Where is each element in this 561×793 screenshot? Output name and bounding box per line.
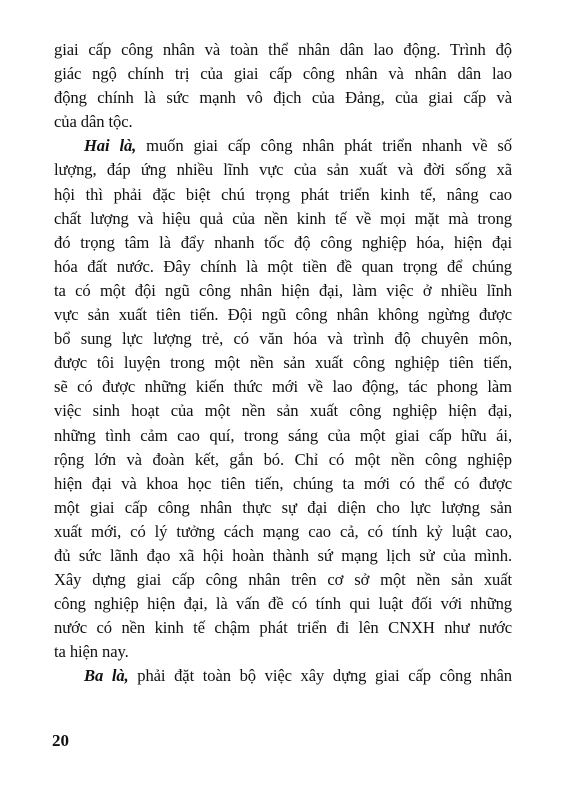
text-line [54, 255, 512, 279]
line-text: một giai cấp công nhân thực sự đại diện cho lực lượng sản [54, 497, 512, 517]
line-text: muốn giai cấp công nhân phát triển nhanh về số [136, 136, 512, 156]
text-line [54, 279, 512, 303]
text-line [54, 592, 512, 616]
line-text: chất lượng và hiệu quả của nền kinh tế về mọi mặt mà trong [54, 208, 512, 228]
text-line [54, 496, 512, 520]
line-text: những tình cảm cao quí, trong sáng của một giai cấp hữu ái, [54, 425, 512, 445]
text-line [54, 351, 512, 375]
text-line [54, 520, 512, 544]
text-line [54, 640, 512, 664]
text-line [54, 207, 512, 231]
line-text: việc sinh hoạt của một nền sản xuất công nghiệp hiện đại, [54, 401, 512, 421]
line-text: sẽ có được những kiến thức mới về lao động, tác phong làm [54, 377, 512, 397]
line-text: động chính là sức mạnh vô địch của Đảng, của giai cấp và [54, 88, 512, 108]
line-text: bổ sung lực lượng trẻ, có văn hóa và trình độ chuyên môn, [54, 329, 512, 349]
text-line [54, 424, 512, 448]
paragraph-lead: Ba là, [84, 666, 129, 686]
body-text [54, 38, 512, 689]
line-text: ta hiện nay. [54, 642, 129, 662]
line-text: phải đặt toàn bộ việc xây dựng giai cấp công nhân [128, 666, 512, 686]
line-text: nước có nền kinh tế chậm phát triển đi lên CNXH như nước [54, 618, 512, 638]
page-number: 20 [52, 731, 69, 750]
paragraph-lead: Hai là, [84, 136, 137, 156]
line-text: của dân tộc. [54, 112, 133, 132]
text-line [54, 38, 512, 62]
text-line [54, 231, 512, 255]
line-text: ta có một đội ngũ công nhân hiện đại, làm việc ở nhiều lĩnh [54, 280, 512, 300]
text-line [54, 375, 512, 399]
text-line [54, 472, 512, 496]
text-line [54, 183, 512, 207]
line-text: Xây dựng giai cấp công nhân trên cơ sở một nền sản xuất [54, 570, 512, 590]
text-line [54, 616, 512, 640]
line-text: giai cấp công nhân và toàn thể nhân dân lao động. Trình độ [54, 40, 512, 59]
text-line [54, 448, 512, 472]
text-line [54, 327, 512, 351]
text-line [54, 544, 512, 568]
line-text: đủ sức lãnh đạo xã hội hoàn thành sứ mạng lịch sử của mình. [54, 545, 512, 565]
text-line [54, 664, 512, 688]
line-text: giác ngộ chính trị của giai cấp công nhân và nhân dân lao [54, 64, 512, 84]
line-text: vực sản xuất tiên tiến. Đội ngũ công nhân không ngừng được [54, 305, 512, 325]
line-text: lượng, đáp ứng nhiều lĩnh vực của sản xuất và đời sống xã [54, 160, 512, 180]
line-text: rộng lớn và đoàn kết, gắn bó. Chỉ có một nền công nghiệp [54, 449, 512, 469]
line-text: hiện đại và khoa học tiên tiến, chúng ta mới có thể có được [54, 473, 512, 493]
line-text: công nghiệp hiện đại, là vấn đề có tính qui luật đối với những [54, 594, 512, 614]
line-text: hóa đất nước. Đây chính là một tiền đề quan trọng để chúng [54, 256, 512, 276]
line-text: xuất mới, có lý tưởng cách mạng cao cả, có tính kỷ luật cao, [54, 521, 512, 541]
line-text: hội thì phải đặc biệt chú trọng phát triển kinh tế, nâng cao [54, 184, 512, 204]
text-line [54, 62, 512, 86]
text-line [54, 399, 512, 423]
text-line [54, 303, 512, 327]
line-text: đó trọng tâm là đẩy nhanh tốc độ công nghiệp hóa, hiện đại [54, 232, 512, 252]
text-line [54, 568, 512, 592]
text-line [54, 158, 512, 182]
line-text: được tôi luyện trong một nền sản xuất công nghiệp tiên tiến, [54, 353, 512, 373]
text-line [54, 110, 512, 134]
text-line [54, 134, 512, 158]
text-line [54, 86, 512, 110]
